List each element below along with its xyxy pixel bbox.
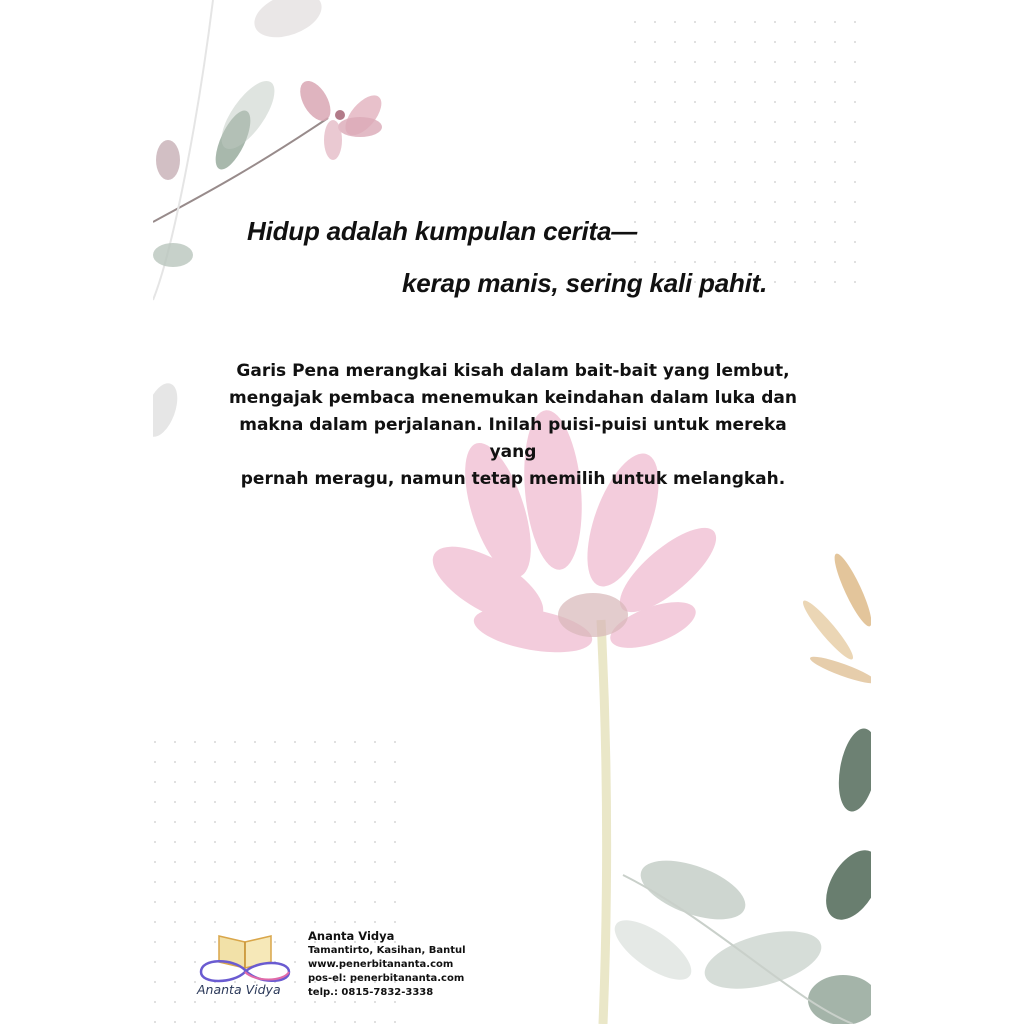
back-cover-blurb (213, 358, 813, 493)
logo-wordmark: Ananta Vidya (197, 982, 281, 997)
publisher-name: Ananta Vidya (308, 929, 395, 943)
publisher-info (308, 928, 466, 1000)
publisher-website: www.penerbitananta.com (308, 959, 454, 970)
large-pink-flower-icon (421, 408, 728, 1024)
floral-background (153, 0, 871, 1024)
tagline-line-1: Hidup adalah kumpulan cerita— (247, 216, 638, 246)
publisher-address: Tamantirto, Kasihan, Bantul (308, 945, 466, 956)
publisher-logo (193, 928, 303, 1000)
tagline-line-2: kerap manis, sering kali pahit. (402, 268, 768, 298)
back-cover-page (153, 0, 871, 1024)
publisher-phone: telp.: 0815-7832-3338 (308, 987, 434, 998)
blurb-line: makna dalam perjalanan. Inilah puisi-puisi untuk mereka yang (239, 415, 787, 462)
blurb-line: pernah meragu, namun tetap memilih untuk melangkah. (240, 469, 786, 489)
small-pink-flower-icon (294, 76, 388, 160)
publisher-email: pos-el: penerbitananta.com (308, 973, 465, 984)
open-book-logo-icon (193, 928, 303, 984)
blurb-line: mengajak pembaca menemukan keindahan dalam luka dan (228, 388, 797, 408)
blurb-line: Garis Pena merangkai kisah dalam bait-bait yang lembut, (236, 361, 790, 381)
dot-grid-top-right (623, 10, 863, 300)
